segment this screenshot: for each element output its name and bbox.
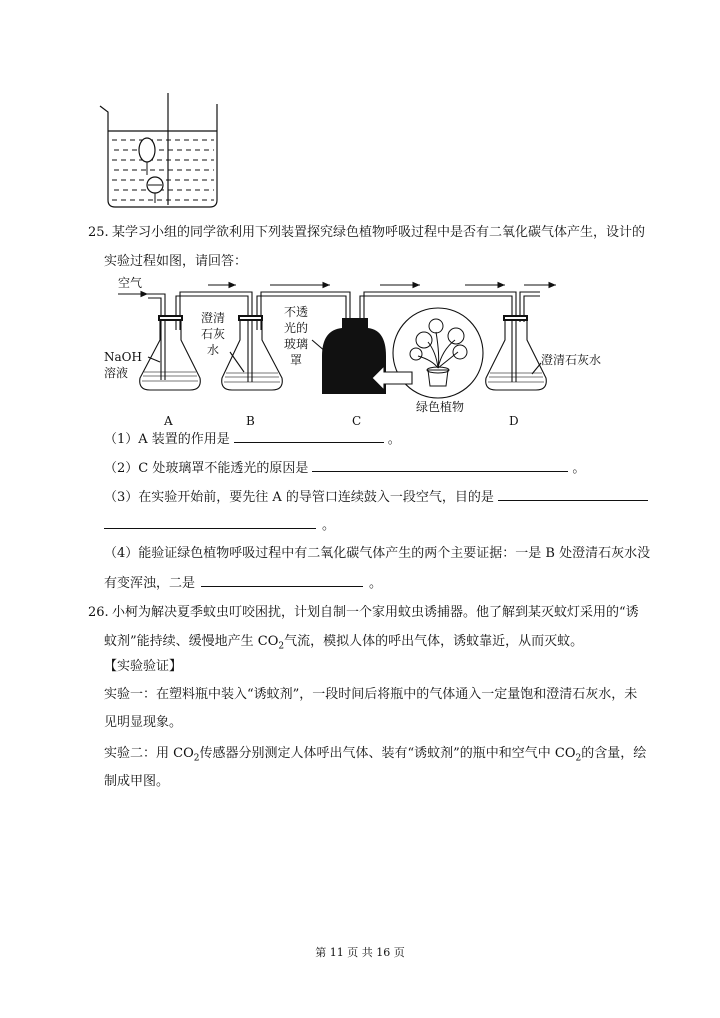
q26-section: 【实验验证】 <box>104 659 183 674</box>
q25-sub2 <box>104 459 585 478</box>
q26-exp1-line2: 见明显现象。 <box>104 715 183 730</box>
q26-exp2-sub2: 2 <box>575 753 582 764</box>
q25-stem-line1: 某学习小组的同学欲利用下列装置探究绿色植物呼吸过程中是否有二氧化碳气体产生，设计的 <box>112 225 646 240</box>
q25-sub4-line2 <box>104 574 382 593</box>
q25-number: 25. <box>88 225 109 240</box>
q25-sub2-prefix: （2）C 处玻璃罩不能透光的原因是 <box>104 461 309 476</box>
q26-exp2-sub1: 2 <box>193 753 200 764</box>
q25-sub3-cont <box>104 516 335 535</box>
q26-line2 <box>104 633 583 656</box>
label-lime-b-3: 水 <box>207 343 220 357</box>
label-cover-1: 不透 <box>284 305 309 319</box>
label-air: 空气 <box>118 276 143 290</box>
label-c: C <box>352 414 362 428</box>
q25-sub3-suffix: 。 <box>322 518 336 533</box>
q25-sub4-blank[interactable] <box>201 574 363 587</box>
q25-sub2-blank[interactable] <box>312 459 568 472</box>
q25-sub1-prefix: （1）A 装置的作用是 <box>104 432 230 447</box>
q25-sub3 <box>104 488 648 507</box>
q25-sub4-prefix: 有变浑浊，二是 <box>104 576 196 591</box>
label-lime-b-1: 澄清 <box>201 311 226 325</box>
q26-line1: 小柯为解决夏季蚊虫叮咬困扰，计划自制一个家用蚊虫诱捕器。他了解到某灭蚊灯采用的“诱 <box>112 605 639 620</box>
label-a: A <box>164 414 173 428</box>
label-lime-d: 澄清石灰水 <box>541 353 602 367</box>
label-cover-4: 罩 <box>290 353 303 367</box>
q25-sub2-suffix: 。 <box>572 461 586 476</box>
q26-line2-b: 气流，模拟人体的呼出气体，诱蚊靠近，从而灭蚊。 <box>284 634 584 649</box>
label-b: B <box>246 414 255 428</box>
q26-exp2-line2: 制成甲图。 <box>104 774 170 789</box>
q26-number: 26. <box>88 605 109 620</box>
q25-sub3-blank-2[interactable] <box>104 516 316 529</box>
q25-sub4-line1: （4）能验证绿色植物呼吸过程中有二氧化碳气体产生的两个主要证据：一是 B 处澄清石灰水没 <box>104 546 651 561</box>
page-footer: 第 11 页 共 16 页 <box>315 946 405 959</box>
q25-sub3-blank-1[interactable] <box>498 488 648 501</box>
label-lime-b-2: 石灰 <box>201 327 226 341</box>
q25-sub1-blank[interactable] <box>234 430 384 443</box>
q26-exp2-b: 传感器分别测定人体呼出气体、装有“诱蚊剂”的瓶中和空气中 CO <box>199 746 576 761</box>
q25-stem-line2: 实验过程如图，请回答： <box>104 254 248 269</box>
q25-sub1-suffix: 。 <box>387 432 401 447</box>
label-naoh-1: NaOH <box>104 350 142 364</box>
q26-exp2-line1 <box>104 745 646 768</box>
q26-line2-a: 蚊剂”能持续、缓慢地产生 CO <box>104 634 279 649</box>
label-cover-3: 玻璃 <box>284 337 309 351</box>
q26-exp2-a: 实验二：用 CO <box>104 746 194 761</box>
q25-sub1 <box>104 430 401 449</box>
label-d: D <box>509 414 519 428</box>
q26-exp2-c: 的含量，绘 <box>581 746 647 761</box>
label-plant: 绿色植物 <box>416 400 465 414</box>
label-naoh-2: 溶液 <box>104 366 129 380</box>
q25-sub4-suffix: 。 <box>369 576 383 591</box>
q25-sub3-prefix: （3）在实验开始前，要先往 A 的导管口连续鼓入一段空气，目的是 <box>104 490 494 505</box>
q26-exp1-line1: 实验一：在塑料瓶中装入“诱蚊剂”，一段时间后将瓶中的气体通入一定量饱和澄清石灰水，未 <box>104 687 638 702</box>
label-cover-2: 光的 <box>284 321 309 335</box>
q26-line2-sub: 2 <box>278 641 285 652</box>
